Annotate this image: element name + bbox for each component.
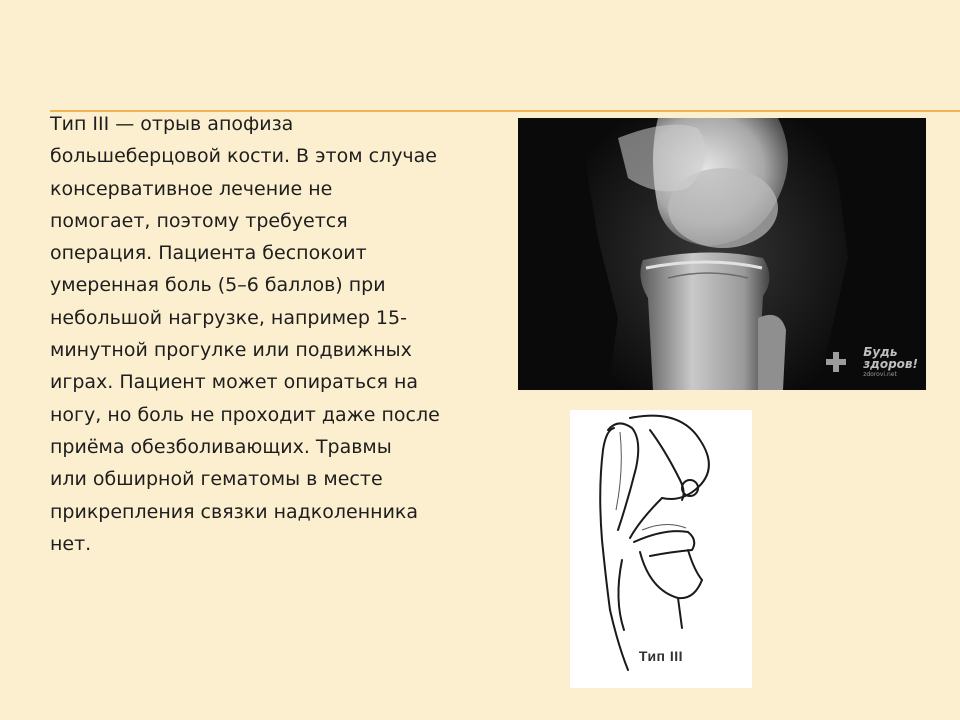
watermark-cross-icon: [826, 352, 846, 372]
knee-xray-image: [518, 118, 926, 390]
watermark-line1: Будь: [863, 345, 898, 359]
knee-diagram-drawing: [570, 410, 752, 688]
xray-watermark: [863, 346, 918, 378]
diagram-caption: Тип III: [638, 648, 684, 664]
watermark-line2: здоров!: [863, 357, 918, 371]
slide-body-text: Тип III — отрыв апофиза большеберцовой кости. В этом случае консервативное лечение не помогает, поэтому требуется операция. Пациента беспокоит умеренная боль (5–6 баллов) при небольшой нагрузке, например 15- минутной прогулке или подвижных играх. Пациент может опираться на ногу, но боль не проходит даже после приёма обезболивающих. Травмы или обширной гематомы в месте прикрепления связки надколенника нет.: [50, 113, 440, 555]
knee-diagram-image: [570, 410, 752, 688]
watermark-url: zdorovi.net: [863, 371, 897, 378]
